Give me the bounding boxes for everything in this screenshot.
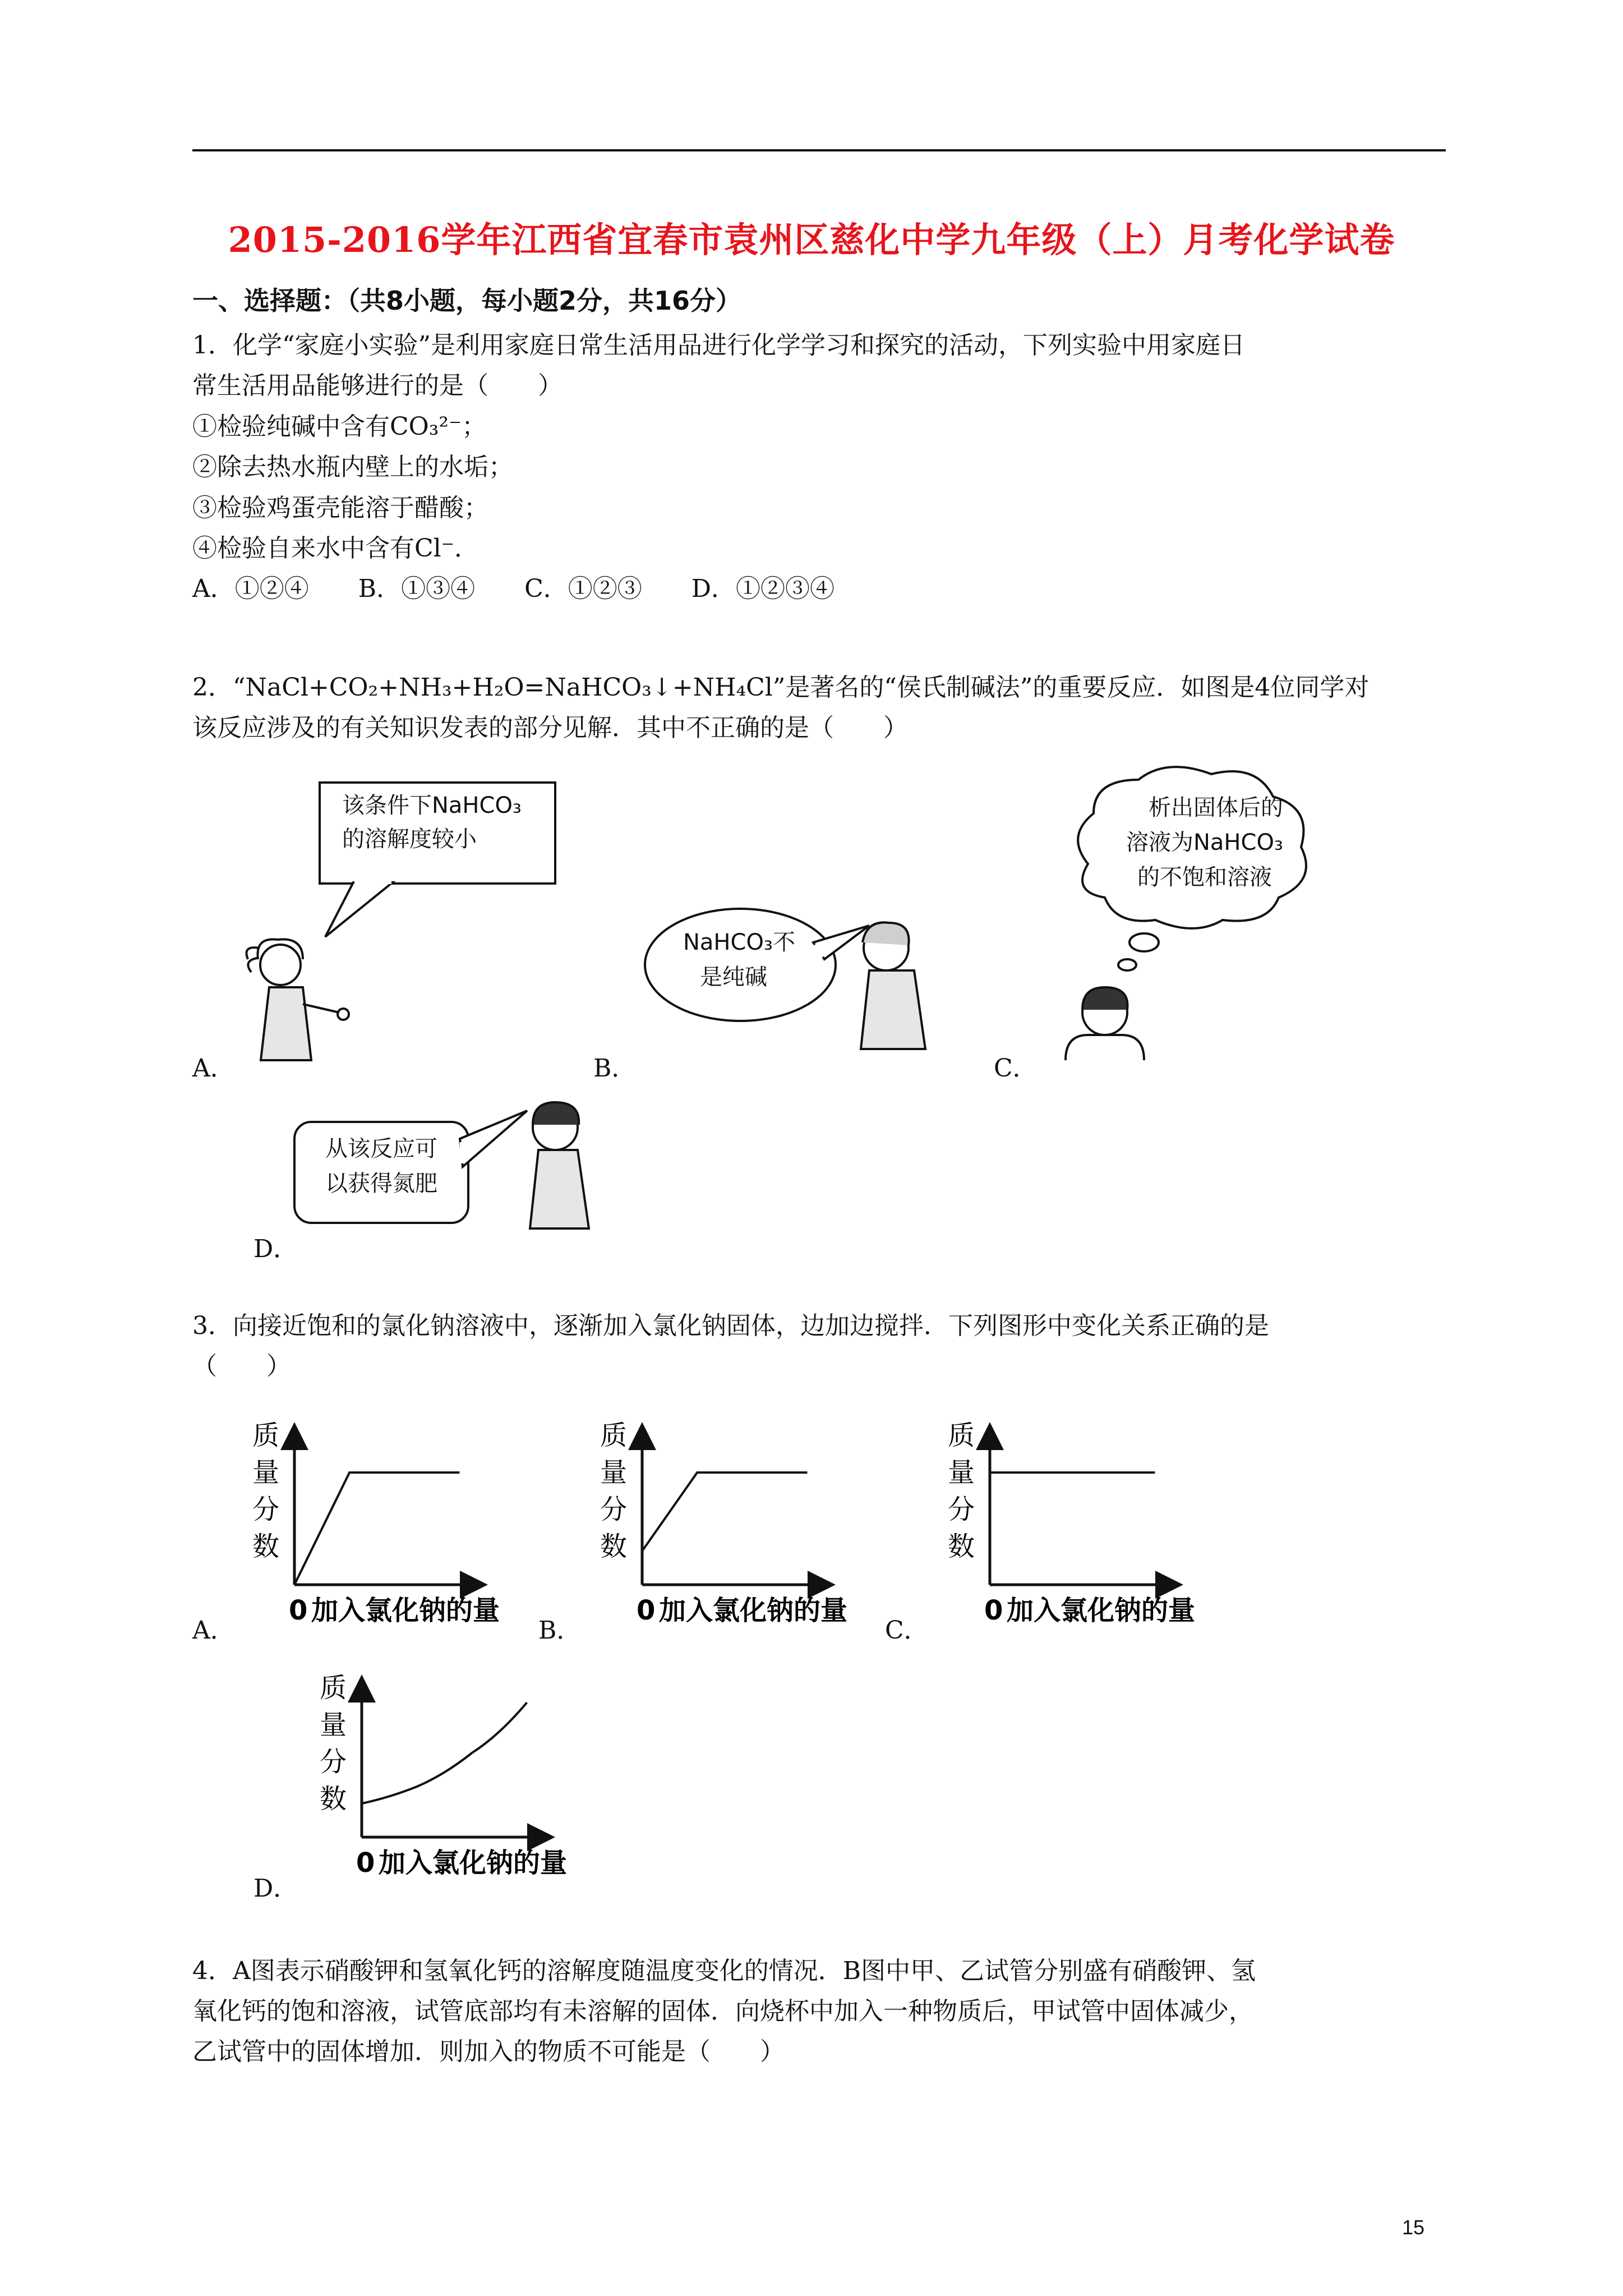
page-title: 2015-2016学年江西省宜春市袁州区慈化中学九年级（上）月考化学试卷 [228,219,1395,260]
q3-label-a: A． [192,1616,235,1645]
y-axis-label-char: 质 [252,1420,280,1451]
origin-label: 0 [289,1595,308,1626]
q3-label-d: D． [253,1874,298,1903]
q2-bubble-c-line2: 溶液为NaHCO₃ [1126,830,1283,855]
y-axis-label-char: 数 [252,1531,280,1562]
q1-item4: ④检验自来水中含有Cl⁻． [192,534,479,563]
q3-chart-a-svg [224,1397,538,1649]
q3-chart-b [572,1397,886,1651]
y-axis-label-char: 量 [320,1709,347,1741]
q1-item1: ①检验纯碱中含有CO₃²⁻； [192,412,487,441]
q2-stem-line2: 该反应涉及的有关知识发表的部分见解．其中不正确的是（ ） [192,714,908,742]
q3-chart-c-svg [920,1397,1234,1649]
y-axis-label-char: 数 [948,1531,975,1562]
q1-stem-line2: 常生活用品能够进行的是（ ） [192,371,562,400]
q3-label-b: B． [538,1616,582,1645]
y-axis-label-char: 数 [320,1783,347,1815]
q2-bubble-c-line1: 析出固体后的 [1149,795,1283,821]
q1-item2: ②除去热水瓶内壁上的水垢； [192,453,513,481]
y-axis-label-char: 数 [600,1531,628,1562]
x-axis-label: 加入氯化钠的量 [659,1595,848,1626]
q3-label-c: C． [885,1616,929,1645]
y-axis-label-char: 质 [600,1420,628,1451]
q1-stem-line1: 1．化学“家庭小实验”是利用家庭日常生活用品进行化学学习和探究的活动，下列实验中用家庭日 [192,331,1245,360]
q1-options: A．①②④ B．①③④ C．①②③ D．①②③④ [192,574,835,603]
x-axis-label: 加入氯化钠的量 [311,1595,500,1626]
section-heading: 一、选择题：（共8小题，每小题2分，共16分） [192,286,742,316]
q3-stem-line1: 3．向接近饱和的氯化钠溶液中，逐渐加入氯化钠固体，边加边搅拌．下列图形中变化关系正确的是 [192,1312,1269,1340]
y-axis-label-char: 质 [948,1420,975,1451]
q3-chart-d [292,1649,606,1904]
q2-bubble-d-line2: 以获得氮肥 [325,1171,437,1197]
top-rule [192,149,1446,151]
x-axis-label: 加入氯化钠的量 [379,1847,568,1879]
page-number: 15 [1402,2216,1425,2239]
q2-figure-b [639,898,998,1066]
q4-stem-line1: 4．A图表示硝酸钾和氢氧化钙的溶解度随温度变化的情况．B图中甲、乙试管分别盛有硝酸钾、氢 [192,1957,1256,1985]
x-axis-label: 加入氯化钠的量 [1007,1595,1196,1626]
q1-item3: ③检验鸡蛋壳能溶于醋酸； [192,494,488,522]
q4-stem-line2: 氧化钙的饱和溶液，试管底部均有未溶解的固体．向烧杯中加入一种物质后，甲试管中固体减少， [192,1997,1253,2026]
y-axis-label-char: 分 [252,1494,280,1525]
y-axis-label-char: 量 [600,1457,628,1488]
q2-label-d: D． [253,1235,298,1263]
q3-chart-c [920,1397,1234,1651]
origin-label: 0 [356,1847,375,1879]
q3-chart-a [224,1397,538,1651]
q2-bubble-a-line1: 该条件下NaHCO₃ [342,793,522,818]
q2-label-c: C． [994,1054,1038,1083]
y-axis-label-char: 量 [252,1457,280,1488]
data-series-line [642,1473,808,1551]
y-axis-label-char: 质 [320,1672,347,1704]
q3-chart-b-svg [572,1397,886,1649]
y-axis-label-char: 量 [948,1457,975,1488]
origin-label: 0 [637,1595,656,1626]
q2-bubble-b-line1: NaHCO₃不 [683,930,795,955]
q2-label-b: B． [593,1054,637,1083]
q2-bubble-d-line1: 从该反应可 [325,1136,437,1162]
y-axis-label-char: 分 [600,1494,628,1525]
q2-stem-line1: 2．“NaCl+CO₂+NH₃+H₂O=NaHCO₃↓+NH₄Cl”是著名的“侯氏制碱法”的重要反应．如图是4位同学对 [192,673,1370,702]
q2-bubble-b-line2: 是纯碱 [700,964,767,990]
y-axis-label-char: 分 [948,1494,975,1525]
q2-label-a: A． [192,1054,235,1083]
origin-label: 0 [984,1595,1003,1626]
q4-stem-line3: 乙试管中的固体增加．则加入的物质不可能是（ ） [192,2037,785,2066]
q2-bubble-a-line2: 的溶解度较小 [342,826,477,852]
data-series-line [362,1703,527,1803]
q3-stem-line2: （ ） [192,1352,291,1381]
y-axis-label-char: 分 [320,1746,347,1778]
q3-chart-d-svg [292,1649,606,1902]
data-series-line [294,1473,460,1585]
q2-bubble-c-line3: 的不饱和溶液 [1137,864,1272,890]
